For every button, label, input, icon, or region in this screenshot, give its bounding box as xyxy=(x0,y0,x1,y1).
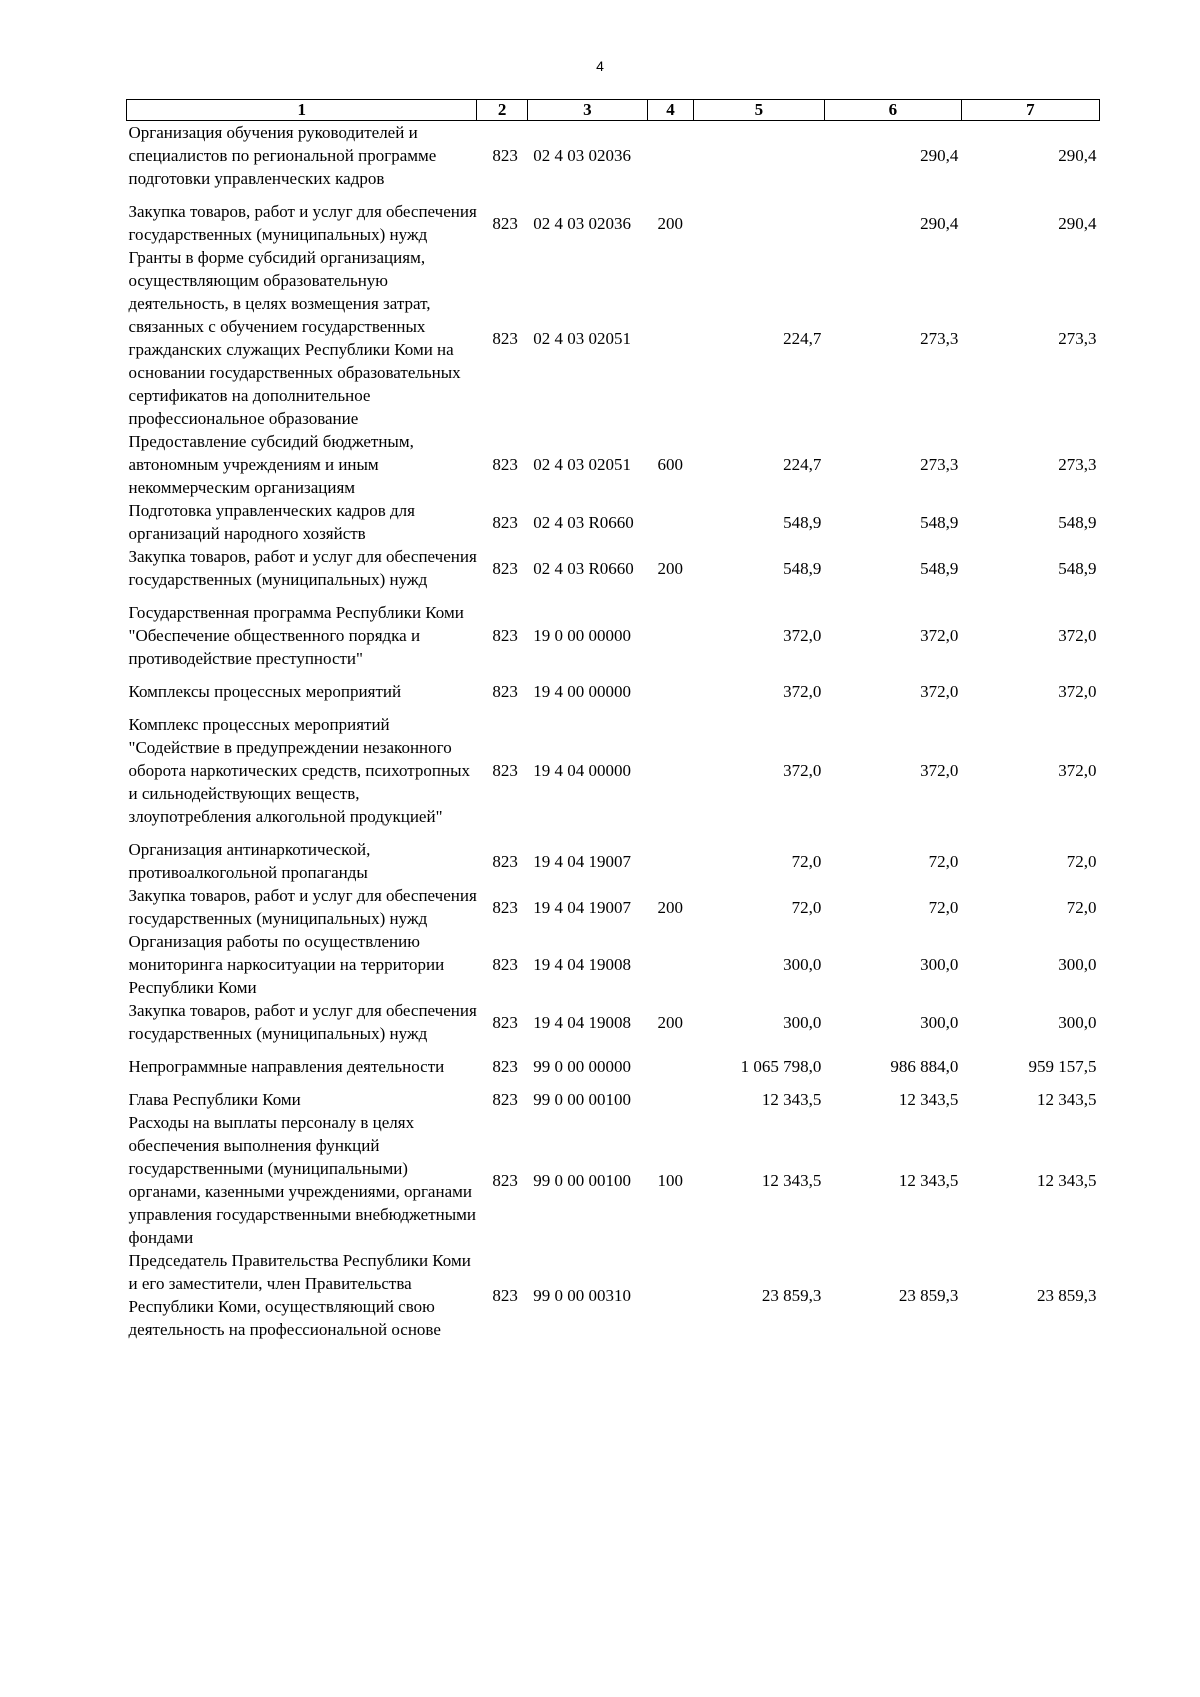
amount-col-5: 548,9 xyxy=(783,512,822,532)
column-header-1: 1 xyxy=(127,100,477,121)
admin-code: 823 xyxy=(492,1170,518,1190)
amount-col-5: 23 859,3 xyxy=(761,1285,822,1305)
table-row xyxy=(127,246,1100,430)
expense-type: 100 xyxy=(657,1170,684,1190)
row-name: Глава Республики Коми xyxy=(128,1090,301,1109)
row-name: Комплексы процессных мероприятий xyxy=(128,682,402,701)
amount-col-6: 273,3 xyxy=(920,328,959,348)
amount-col-5: 224,7 xyxy=(783,455,822,474)
row-name: Закупка товаров, работ и услуг для обеспечения государственных (муниципальных) нужд xyxy=(128,202,477,244)
amount-col-5: 372,0 xyxy=(783,761,822,780)
target-article: 02 4 03 02036 xyxy=(533,213,631,233)
amount-col-7: 548,9 xyxy=(1058,558,1097,578)
expense-type xyxy=(648,601,694,680)
table-row xyxy=(127,884,1100,930)
amount-col-7: 72,0 xyxy=(1066,851,1097,871)
page-number: 4 xyxy=(596,58,604,74)
row-name: Организация работы по осуществлению мониторинга наркоситуации на территории Республики Коми xyxy=(128,932,445,997)
table-row xyxy=(127,1055,1100,1088)
amount-col-6: 290,4 xyxy=(920,146,959,165)
amount-col-7: 72,0 xyxy=(1066,897,1097,917)
amount-col-6: 372,0 xyxy=(920,761,959,780)
target-article: 02 4 03 02051 xyxy=(533,328,631,348)
amount-col-6: 273,3 xyxy=(920,455,959,474)
admin-code: 823 xyxy=(492,955,518,974)
amount-col-5: 300,0 xyxy=(783,1012,822,1032)
admin-code: 823 xyxy=(492,897,518,917)
admin-code: 823 xyxy=(492,682,518,701)
admin-code: 823 xyxy=(492,213,518,233)
amount-col-7: 12 343,5 xyxy=(1037,1170,1097,1190)
amount-col-6: 300,0 xyxy=(920,1012,959,1032)
row-name: Организация антинаркотической, противоалкогольной пропаганды xyxy=(128,840,371,882)
admin-code: 823 xyxy=(492,1090,518,1109)
row-name: Организация обучения руководителей и специалистов по региональной программе подготовки управленческих кадров xyxy=(128,123,437,188)
amount-col-6: 372,0 xyxy=(920,682,959,701)
target-article: 19 4 04 19007 xyxy=(533,851,631,871)
expense-type: 200 xyxy=(657,1012,684,1032)
target-article: 19 4 04 19008 xyxy=(533,1012,631,1032)
row-name: Гранты в форме субсидий организациям, осуществляющим образовательную деятельность, в целях возмещения затрат, связанных с обучением государственных гражданских служащих Республики Коми на основании государственных образовательных сертификатов на дополнительное профессиональное образование xyxy=(128,248,461,428)
admin-code: 823 xyxy=(492,146,518,165)
amount-col-7: 548,9 xyxy=(1058,512,1097,532)
table-row xyxy=(127,1249,1100,1341)
table-row xyxy=(127,1111,1100,1249)
amount-col-5 xyxy=(694,121,825,201)
amount-col-5: 72,0 xyxy=(791,851,822,871)
row-name: Расходы на выплаты персоналу в целях обеспечения выполнения функций государственными (муниципальными) органами, казенными учреждениями, органами управления государственными внебюджетными фондами xyxy=(128,1113,477,1247)
table-row xyxy=(127,499,1100,545)
table-row xyxy=(127,713,1100,838)
target-article: 99 0 00 00310 xyxy=(533,1285,631,1305)
admin-code: 823 xyxy=(492,1057,518,1076)
expense-type: 600 xyxy=(657,455,684,474)
table-row xyxy=(127,200,1100,246)
admin-code: 823 xyxy=(492,512,518,532)
amount-col-5: 12 343,5 xyxy=(761,1090,822,1109)
column-header-7: 7 xyxy=(961,100,1099,121)
row-name: Комплекс процессных мероприятий "Содействие в предупреждении незаконного оборота наркотических средств, психотропных и сильнодействующих веществ, злоупотребления алкогольной продукцией" xyxy=(128,715,471,826)
target-article: 19 4 04 19007 xyxy=(533,897,631,917)
table-body xyxy=(127,121,1100,1342)
target-article: 02 4 03 02036 xyxy=(533,146,631,165)
expense-type: 200 xyxy=(657,558,684,578)
amount-col-6: 986 884,0 xyxy=(890,1057,959,1076)
column-header-6: 6 xyxy=(824,100,961,121)
column-header-4: 4 xyxy=(648,100,694,121)
target-article: 99 0 00 00100 xyxy=(533,1090,631,1109)
target-article: 19 4 04 19008 xyxy=(533,955,631,974)
target-article: 19 0 00 00000 xyxy=(533,626,631,645)
table-row xyxy=(127,121,1100,201)
target-article: 02 4 03 R0660 xyxy=(533,558,634,578)
target-article: 19 4 00 00000 xyxy=(533,682,631,701)
target-article: 02 4 03 R0660 xyxy=(533,512,634,532)
amount-col-7: 372,0 xyxy=(1058,626,1097,645)
admin-code: 823 xyxy=(492,1012,518,1032)
target-article: 99 0 00 00100 xyxy=(533,1170,631,1190)
amount-col-5: 224,7 xyxy=(783,328,822,348)
amount-col-6: 548,9 xyxy=(920,558,959,578)
admin-code: 823 xyxy=(492,558,518,578)
target-article: 99 0 00 00000 xyxy=(533,1057,631,1076)
expense-type xyxy=(648,246,694,430)
amount-col-7: 300,0 xyxy=(1058,1012,1097,1032)
table-row xyxy=(127,930,1100,999)
amount-col-6: 548,9 xyxy=(920,512,959,532)
row-name: Подготовка управленческих кадров для организаций народного хозяйств xyxy=(128,501,415,543)
expense-type: 200 xyxy=(657,213,684,233)
amount-col-6: 300,0 xyxy=(920,955,959,974)
column-header-5: 5 xyxy=(694,100,825,121)
row-name: Государственная программа Республики Коми "Обеспечение общественного порядка и противодействие преступности" xyxy=(128,603,464,668)
expense-type xyxy=(648,713,694,838)
table-row xyxy=(127,999,1100,1055)
table-row xyxy=(127,1088,1100,1111)
admin-code: 823 xyxy=(492,328,518,348)
amount-col-7: 372,0 xyxy=(1058,761,1097,780)
amount-col-5 xyxy=(694,200,825,246)
amount-col-7: 959 157,5 xyxy=(1028,1057,1097,1076)
table-row xyxy=(127,601,1100,680)
expense-type xyxy=(648,1055,694,1088)
amount-col-6: 23 859,3 xyxy=(898,1285,959,1305)
row-name: Председатель Правительства Республики Коми и его заместители, член Правительства Республики Коми, осуществляющий свою деятельность на профессиональной основе xyxy=(128,1251,471,1339)
admin-code: 823 xyxy=(492,761,518,780)
amount-col-6: 12 343,5 xyxy=(898,1170,959,1190)
amount-col-6: 72,0 xyxy=(928,897,959,917)
amount-col-7: 273,3 xyxy=(1058,455,1097,474)
expense-type xyxy=(648,1249,694,1341)
expense-type: 200 xyxy=(657,897,684,917)
amount-col-7: 290,4 xyxy=(1058,213,1097,233)
amount-col-6: 372,0 xyxy=(920,626,959,645)
amount-col-6: 72,0 xyxy=(928,851,959,871)
amount-col-5: 372,0 xyxy=(783,682,822,701)
amount-col-6: 12 343,5 xyxy=(898,1090,959,1109)
expense-type xyxy=(648,930,694,999)
expense-type xyxy=(648,499,694,545)
amount-col-7: 372,0 xyxy=(1058,682,1097,701)
amount-col-5: 1 065 798,0 xyxy=(740,1057,822,1076)
amount-col-5: 372,0 xyxy=(783,626,822,645)
target-article: 19 4 04 00000 xyxy=(533,761,631,780)
table-row xyxy=(127,430,1100,499)
admin-code: 823 xyxy=(492,455,518,474)
amount-col-6: 290,4 xyxy=(920,213,959,233)
table-row xyxy=(127,545,1100,601)
amount-col-7: 300,0 xyxy=(1058,955,1097,974)
expense-type xyxy=(648,838,694,884)
row-name: Предоставление субсидий бюджетным, автономным учреждениям и иным некоммерческим организациям xyxy=(128,432,414,497)
amount-col-7: 273,3 xyxy=(1058,328,1097,348)
amount-col-5: 72,0 xyxy=(791,897,822,917)
amount-col-7: 23 859,3 xyxy=(1037,1285,1097,1305)
table-header xyxy=(127,100,1100,121)
amount-col-5: 12 343,5 xyxy=(761,1170,822,1190)
row-name: Закупка товаров, работ и услуг для обеспечения государственных (муниципальных) нужд xyxy=(128,886,477,928)
target-article: 02 4 03 02051 xyxy=(533,455,631,474)
column-header-3: 3 xyxy=(527,100,647,121)
admin-code: 823 xyxy=(492,851,518,871)
amount-col-7: 290,4 xyxy=(1058,146,1097,165)
admin-code: 823 xyxy=(492,626,518,645)
expense-type xyxy=(648,1088,694,1111)
amount-col-7: 12 343,5 xyxy=(1037,1090,1097,1109)
table-row xyxy=(127,680,1100,713)
row-name: Закупка товаров, работ и услуг для обеспечения государственных (муниципальных) нужд xyxy=(128,547,477,589)
amount-col-5: 300,0 xyxy=(783,955,822,974)
expense-type xyxy=(648,121,694,201)
admin-code: 823 xyxy=(492,1285,518,1305)
table-row xyxy=(127,838,1100,884)
expense-type xyxy=(648,680,694,713)
amount-col-5: 548,9 xyxy=(783,558,822,578)
budget-table xyxy=(126,99,1100,1341)
row-name: Непрограммные направления деятельности xyxy=(128,1057,445,1076)
row-name: Закупка товаров, работ и услуг для обеспечения государственных (муниципальных) нужд xyxy=(128,1001,477,1043)
column-header-2: 2 xyxy=(477,100,527,121)
